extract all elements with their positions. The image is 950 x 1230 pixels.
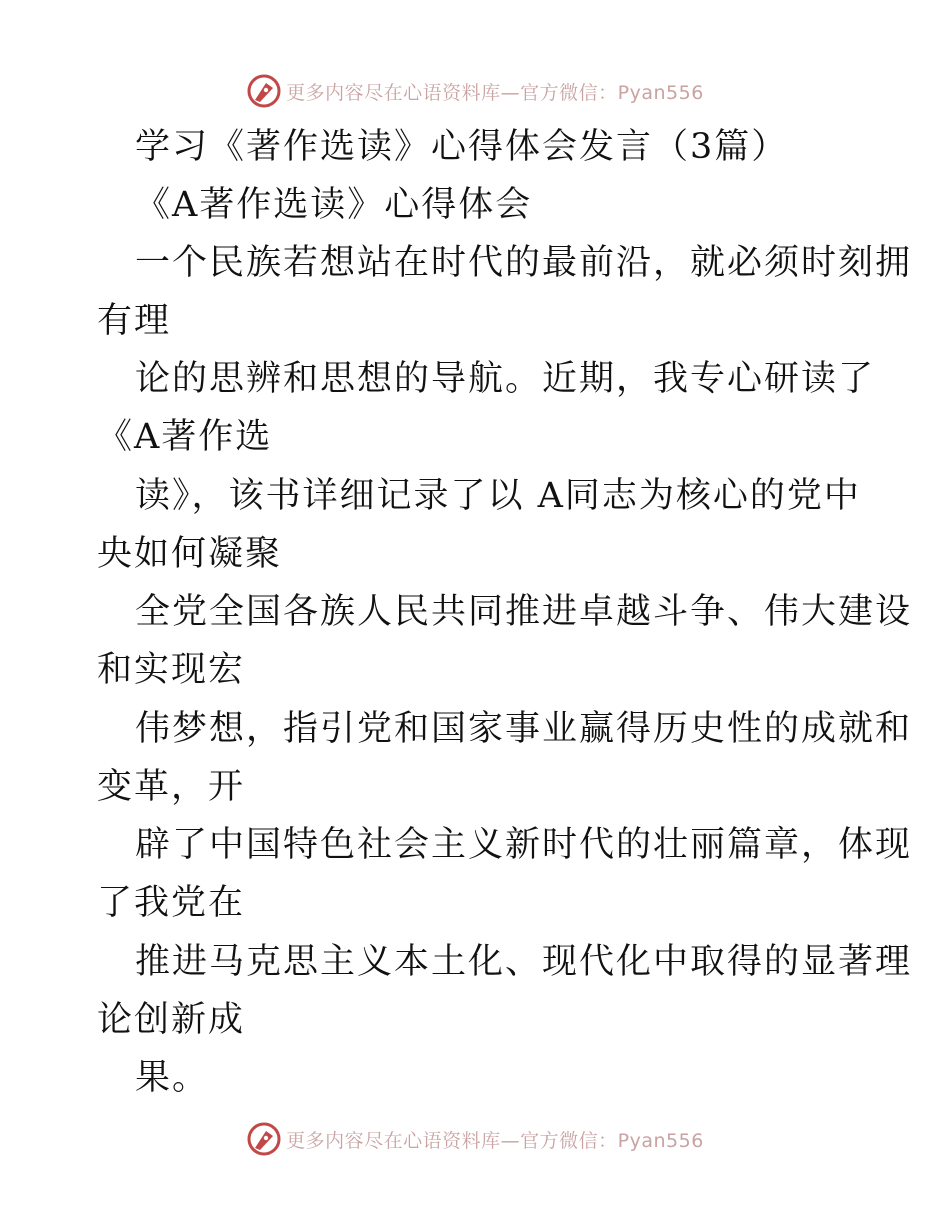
paragraph-line: 和实现宏 xyxy=(97,650,246,690)
document-title: 学习《著作选读》心得体会发言（3篇） xyxy=(135,127,789,167)
header-banner xyxy=(0,71,950,111)
paragraph-line: 果。 xyxy=(135,1058,210,1098)
banner-text: 更多内容尽在心语资料库—官方微信：Pyan556 xyxy=(286,1129,704,1152)
paragraph-line: 读》，该书详细记录了以 A同志为核心的党中 xyxy=(135,476,861,516)
paragraph-line: 论的思辨和思想的导航。近期，我专心研读了 xyxy=(135,359,876,399)
paragraph-line: 推进马克思主义本土化、现代化中取得的显著理 xyxy=(135,942,913,982)
pen-nib-icon xyxy=(246,73,282,109)
footer-banner xyxy=(0,1119,950,1159)
paragraph-line: 有理 xyxy=(97,301,172,341)
paragraph-line: 论创新成 xyxy=(97,1000,246,1040)
banner-text: 更多内容尽在心语资料库—官方微信：Pyan556 xyxy=(286,81,704,104)
document-subtitle: 《A著作选读》心得体会 xyxy=(135,185,533,225)
paragraph-line: 变革，开 xyxy=(97,767,246,807)
paragraph-line: 一个民族若想站在时代的最前沿，就必须时刻拥 xyxy=(135,243,913,283)
pen-nib-icon xyxy=(246,1121,282,1157)
paragraph-line: 《A著作选 xyxy=(97,417,273,457)
paragraph-line: 全党全国各族人民共同推进卓越斗争、伟大建设 xyxy=(135,592,913,632)
paragraph-line: 央如何凝聚 xyxy=(97,534,283,574)
paragraph-line: 了我党在 xyxy=(97,883,246,923)
paragraph-line: 辟了中国特色社会主义新时代的壮丽篇章，体现 xyxy=(135,825,913,865)
paragraph-line: 伟梦想，指引党和国家事业赢得历史性的成就和 xyxy=(135,709,913,749)
